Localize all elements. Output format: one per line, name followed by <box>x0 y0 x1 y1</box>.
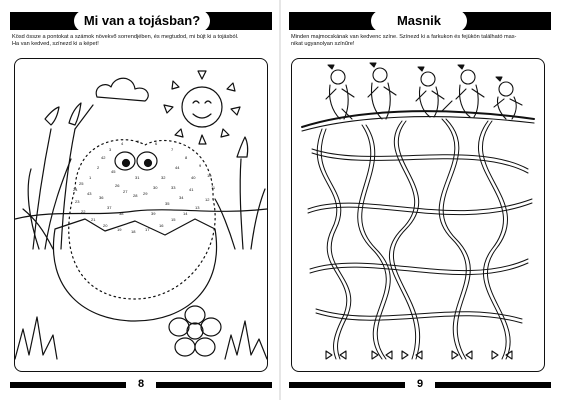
dot-number: 24 <box>73 187 78 192</box>
dot-number: 32 <box>161 175 166 180</box>
tangled-tails-icon <box>308 119 532 359</box>
sun-icon <box>182 87 222 127</box>
instruction-line: Minden majmocskának van kedvenc színe. Színezd ki a farkukon és fejükön található mas- <box>291 34 517 40</box>
dot-number: 41 <box>189 187 194 192</box>
dot-number: 8 <box>185 155 188 160</box>
monkeys-tangled-tails-maze-icon <box>292 59 544 371</box>
dot-number: 6 <box>155 141 158 146</box>
dot-number: 37 <box>107 205 112 210</box>
flower-icon <box>169 306 221 356</box>
dot-number: 13 <box>195 205 200 210</box>
dot-number: 11 <box>211 185 216 190</box>
dot-number: 9 <box>199 163 202 168</box>
instruction-line: Ha van kedved, színezd ki a képet! <box>12 41 99 48</box>
dot-number: 1 <box>89 175 92 180</box>
dot-number: 30 <box>153 185 158 190</box>
dot-number: 10 <box>207 173 212 178</box>
instruction-line: nikat ugyanolyan színűre! <box>291 41 355 48</box>
instruction-line: Kösd össze a pontokat a számok növekvő sorrendjében, és megtudod, mi bújt ki a tojásból. <box>12 34 239 40</box>
dot-number: 15 <box>171 217 176 222</box>
dot-number: 28 <box>133 193 138 198</box>
dot-number: 36 <box>99 195 104 200</box>
dot-number: 17 <box>145 227 150 232</box>
dot-number: 40 <box>191 175 196 180</box>
dot-number: 34 <box>179 195 184 200</box>
dot-number: 12 <box>205 197 210 202</box>
instructions <box>12 34 274 48</box>
dot-number: 5 <box>137 139 140 144</box>
dot-number: 35 <box>165 201 170 206</box>
left-page <box>0 0 280 400</box>
dot-number: 23 <box>75 199 80 204</box>
monkey-icon <box>368 63 396 119</box>
page-number: 8 <box>126 376 156 392</box>
dot-to-dot-egg-illustration-icon <box>15 59 267 371</box>
dot-number: 45 <box>111 169 116 174</box>
activity-frame <box>14 58 268 372</box>
dot-number: 7 <box>171 147 174 152</box>
egg-shell-icon <box>53 219 216 321</box>
dot-number: 43 <box>87 191 92 196</box>
dot-number: 44 <box>175 165 180 170</box>
dot-number: 22 <box>81 209 86 214</box>
dot-number: 42 <box>101 155 106 160</box>
page-title: Masnik <box>371 10 467 32</box>
right-page <box>281 0 561 400</box>
cloud-icon <box>96 78 148 101</box>
dot-number: 21 <box>91 217 96 222</box>
dot-number: 19 <box>117 227 122 232</box>
grass-icon <box>15 317 57 359</box>
title-bar <box>10 12 272 30</box>
monkey-icon <box>326 65 354 119</box>
monkey-icon <box>494 77 522 119</box>
activity-frame <box>291 58 545 372</box>
sun-rays-icon <box>164 71 240 144</box>
dot-number: 2 <box>97 165 100 170</box>
dot-number: 38 <box>119 211 124 216</box>
dot-number: 29 <box>143 191 148 196</box>
dot-number: 26 <box>115 183 120 188</box>
dot-number: 25 <box>79 181 84 186</box>
dot-number: 18 <box>131 229 136 234</box>
dot-number: 16 <box>159 223 164 228</box>
dot-number: 3 <box>109 147 112 152</box>
instructions <box>291 34 553 48</box>
monkey-icon <box>416 67 444 117</box>
page-number: 9 <box>405 376 435 392</box>
dot-number: 20 <box>103 223 108 228</box>
sun-face-icon <box>193 101 211 118</box>
dot-number: 27 <box>123 189 128 194</box>
page-title: Mi van a tojásban? <box>74 10 210 32</box>
dot-number: 33 <box>171 185 176 190</box>
cattail-stem-icon <box>240 159 243 249</box>
monkey-icon <box>456 65 484 117</box>
dot-number: 4 <box>121 141 124 146</box>
dot-number: 14 <box>183 211 188 216</box>
dot-number: 31 <box>135 175 140 180</box>
dot-number: 39 <box>151 211 156 216</box>
title-bar <box>289 12 551 30</box>
